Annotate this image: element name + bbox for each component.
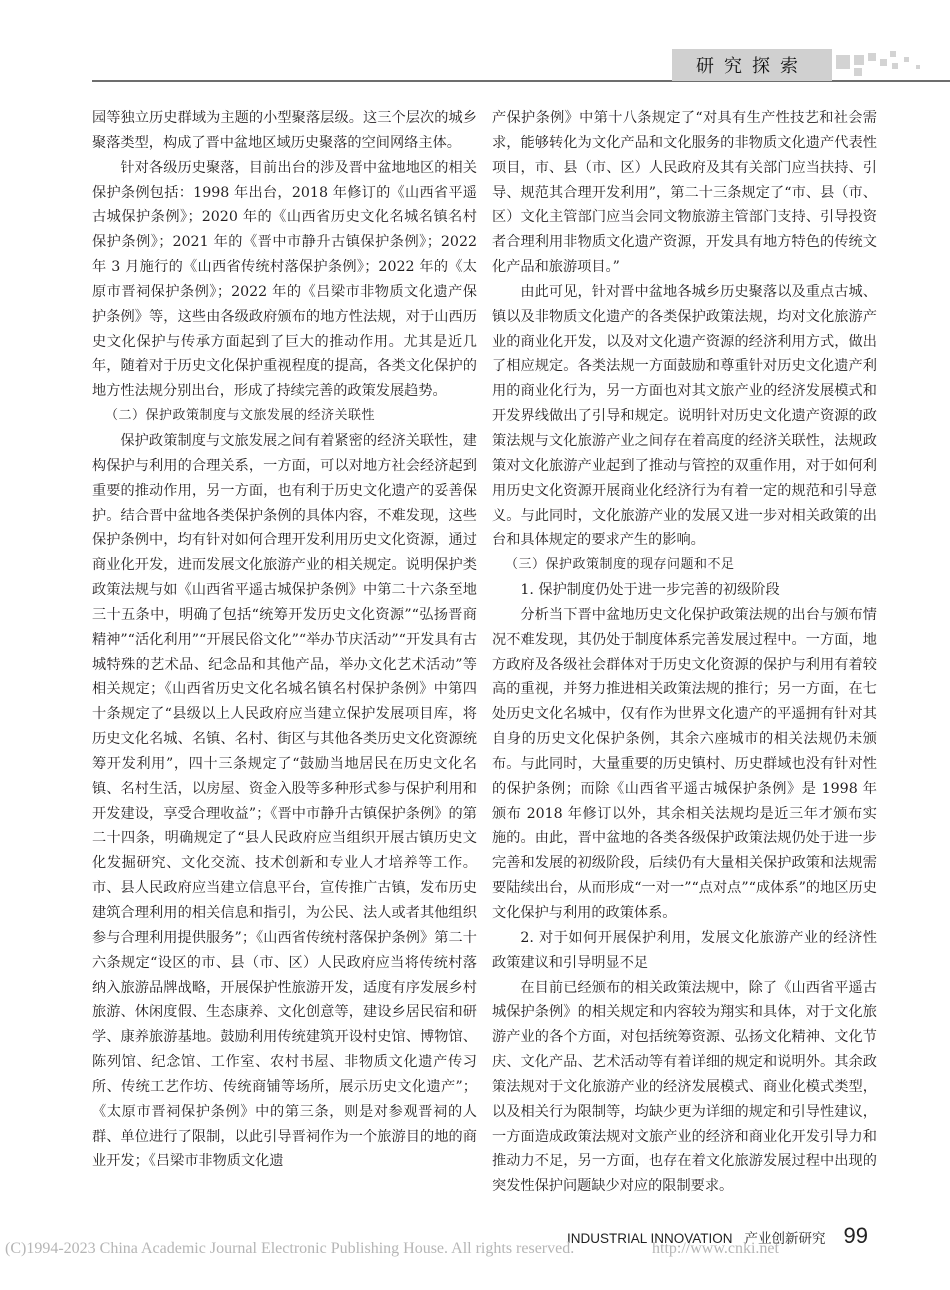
copyright-url: http://www.cnki.net [652,1240,779,1257]
left-column [92,106,477,1174]
paragraph-continued: 产保护条例》中第十八条规定了“对具有生产性技艺和社会需求，能够转化为文化产品和文化服务的非物质文化遗产代表性项目，市、县（市、区）人民政府及其有关部门应当扶持、引导、规范其合理开发利用”，第二十三条规定了“市、县（市、区）文化主管部门应当会同文物旅游主管部门支持、引导投资者合理利用非物质文化遗产资源，开发具有地方特色的传统文化产品和旅游项目。” [492,110,877,276]
section-heading: （三）保护政策制度的现存问题和不足 [505,557,735,573]
subsection-heading: 2. 对于如何开展保护利用，发展文化旅游产业的经济性政策建议和引导明显不足 [492,929,877,971]
paragraph: 针对各级历史聚落，目前出台的涉及晋中盆地地区的相关保护条例包括：1998 年出台，2018 年修订的《山西省平遥古城保护条例》；2020 年的《山西省历史文化名城名镇名村保护条例》；2021 年的《晋中市静升古镇保护条例》；2022 年 3 月施行的《山西省传统村落保护条例》；2022 年的《太原市晋祠保护条例》；2022 年的《吕梁市非物质文化遗产保护条例》等，这些由各级政府颁布的地方性法规，对于山西历史文化保护与传承方面起到了巨大的推动作用。尤其是近几年，随着对于历史文化保护重视程度的提高，各类文化保护的地方性法规分别出台，形成了持续完善的政策发展趋势。 [92,159,477,400]
page-number: 99 [843,1223,868,1248]
header-decorative-blocks [832,49,950,81]
journal-name-cn: 产业创新研究 [744,1231,826,1247]
right-column [492,106,877,1199]
paragraph: 分析当下晋中盆地历史文化保护政策法规的出台与颁布情况不难发现，其仍处于制度体系完善发展过程中。一方面，地方政府及各级社会群体对于历史文化资源的保护与利用有着较高的重视，并努力推进相关政策法规的推行；另一方面，在七处历史文化名城中，仅有作为世界文化遗产的平遥拥有针对其自身的历史文化保护条例，其余六座城市的相关法规仍未颁布。与此同时，大量重要的历史镇村、历史群域也没有针对性的保护条例；而除《山西省平遥古城保护条例》是 1998 年颁布 2018 年修订以外，其余相关法规均是近三年才颁布实施的。由此，晋中盆地的各类各级保护政策法规仍处于进一步完善和发展的初级阶段，后续仍有大量相关保护政策和法规需要陆续出台，从而形成“一对一”“点对点”“成体系”的地区历史文化保护与利用的政策体系。 [492,606,877,921]
paragraph-continued: 园等独立历史群域为主题的小型聚落层级。这三个层次的城乡聚落类型，构成了晋中盆地区域历史聚落的空间网络主体。 [92,110,477,151]
paragraph: 由此可见，针对晋中盆地各城乡历史聚落以及重点古城、镇以及非物质文化遗产的各类保护政策法规，均对文化旅游产业的商业化开发，以及对文化遗产资源的经济利用方式，做出了相应规定。各类法规一方面鼓励和尊重针对历史文化遗产利用的商业化行为，另一方面也对其文旅产业的经济发展模式和开发界线做出了引导和规定。说明针对历史文化遗产资源的政策法规与文化旅游产业之间存在着高度的经济关联性，法规政策对文化旅游产业起到了推动与管控的双重作用，对于如何利用历史文化资源开展商业化经济行为有着一定的规范和引导意义。与此同时，文化旅游产业的发展又进一步对相关政策的出台和具体规定的要求产生的影响。 [492,283,877,549]
copyright-notice: (C)1994-2023 China Academic Journal Electronic Publishing House. All rights reserved. [5,1240,575,1257]
paragraph: 在目前已经颁布的相关政策法规中，除了《山西省平遥古城保护条例》的相关规定和内容较为翔实和具体，对于文化旅游产业的各个方面，对包括统筹资源、弘扬文化精神、文化节庆、文化产品、艺术活动等有着详细的规定和说明外。其余政策法规对于文化旅游产业的经济发展模式、商业化模式类型，以及相关行为限制等，均缺少更为详细的规定和引导性建议，一方面造成政策法规对文旅产业的经济和商业化开发引导力和推动力不足，另一方面，也存在着文化旅游发展过程中出现的突发性保护问题缺少对应的限制要求。 [492,979,877,1195]
section-label: 研究探索 [672,49,832,81]
subsection-heading: 1. 保护制度仍处于进一步完善的初级阶段 [520,582,780,599]
journal-name-en: INDUSTRIAL INNOVATION [567,1231,733,1246]
section-heading: （二）保护政策制度与文旅发展的经济关联性 [105,408,376,424]
paragraph: 保护政策制度与文旅发展之间有着紧密的经济关联性，建构保护与利用的合理关系，一方面，可以对地方社会经济起到重要的推动作用，另一方面，也有利于历史文化遗产的妥善保护。结合晋中盆地各类保护条例的具体内容，不难发现，这些保护条例中，均有针对如何合理开发利用历史文化资源，通过商业化开发，进而发展文化旅游产业的相关规定。说明保护类政策法规与如《山西省平遥古城保护条例》中第二十六条至地三十五条中，明确了包括“统筹开发历史文化资源”“弘扬晋商精神”“活化利用”“开展民俗文化”“举办节庆活动”“开发具有古城特殊的艺术品、纪念品和其他产品，举办文化艺术活动”等相关规定；《山西省历史文化名城名镇名村保护条例》中第四十条规定了“县级以上人民政府应当建立保护发展项目库，将历史文化名城、名镇、名村、街区与其他各类历史文化资源统筹开发利用”，四十三条规定了“鼓励当地居民在历史文化名镇、名村生活，以房屋、资金入股等多种形式参与保护利用和开发建设，享受合理收益”；《晋中市静升古镇保护条例》的第二十四条，明确规定了“县人民政府应当组织开展古镇历史文化发掘研究、文化交流、技术创新和专业人才培养等工作。市、县人民政府应当建立信息平台，宣传推广古镇，发布历史建筑合理利用的相关信息和指引，为公民、法人或者其他组织参与合理利用提供服务”；《山西省传统村落保护条例》第二十六条规定“设区的市、县（市、区）人民政府应当将传统村落纳入旅游品牌战略，开展保护性旅游开发，适度有序发展乡村旅游、休闲度假、生态康养、文化创意等，建设乡居民宿和研学、康养旅游基地。鼓励利用传统建筑开设村史馆、博物馆、陈列馆、纪念馆、工作室、农村书屋、非物质文化遗产传习所、传统工艺作坊、传统商铺等场所，展示历史文化遗产”；《太原市晋祠保护条例》中的第三条，则是对参观晋祠的人群、单位进行了限制，以此引导晋祠作为一个旅游目的地的商业开发；《吕梁市非物质文化遗 [92,432,477,1170]
